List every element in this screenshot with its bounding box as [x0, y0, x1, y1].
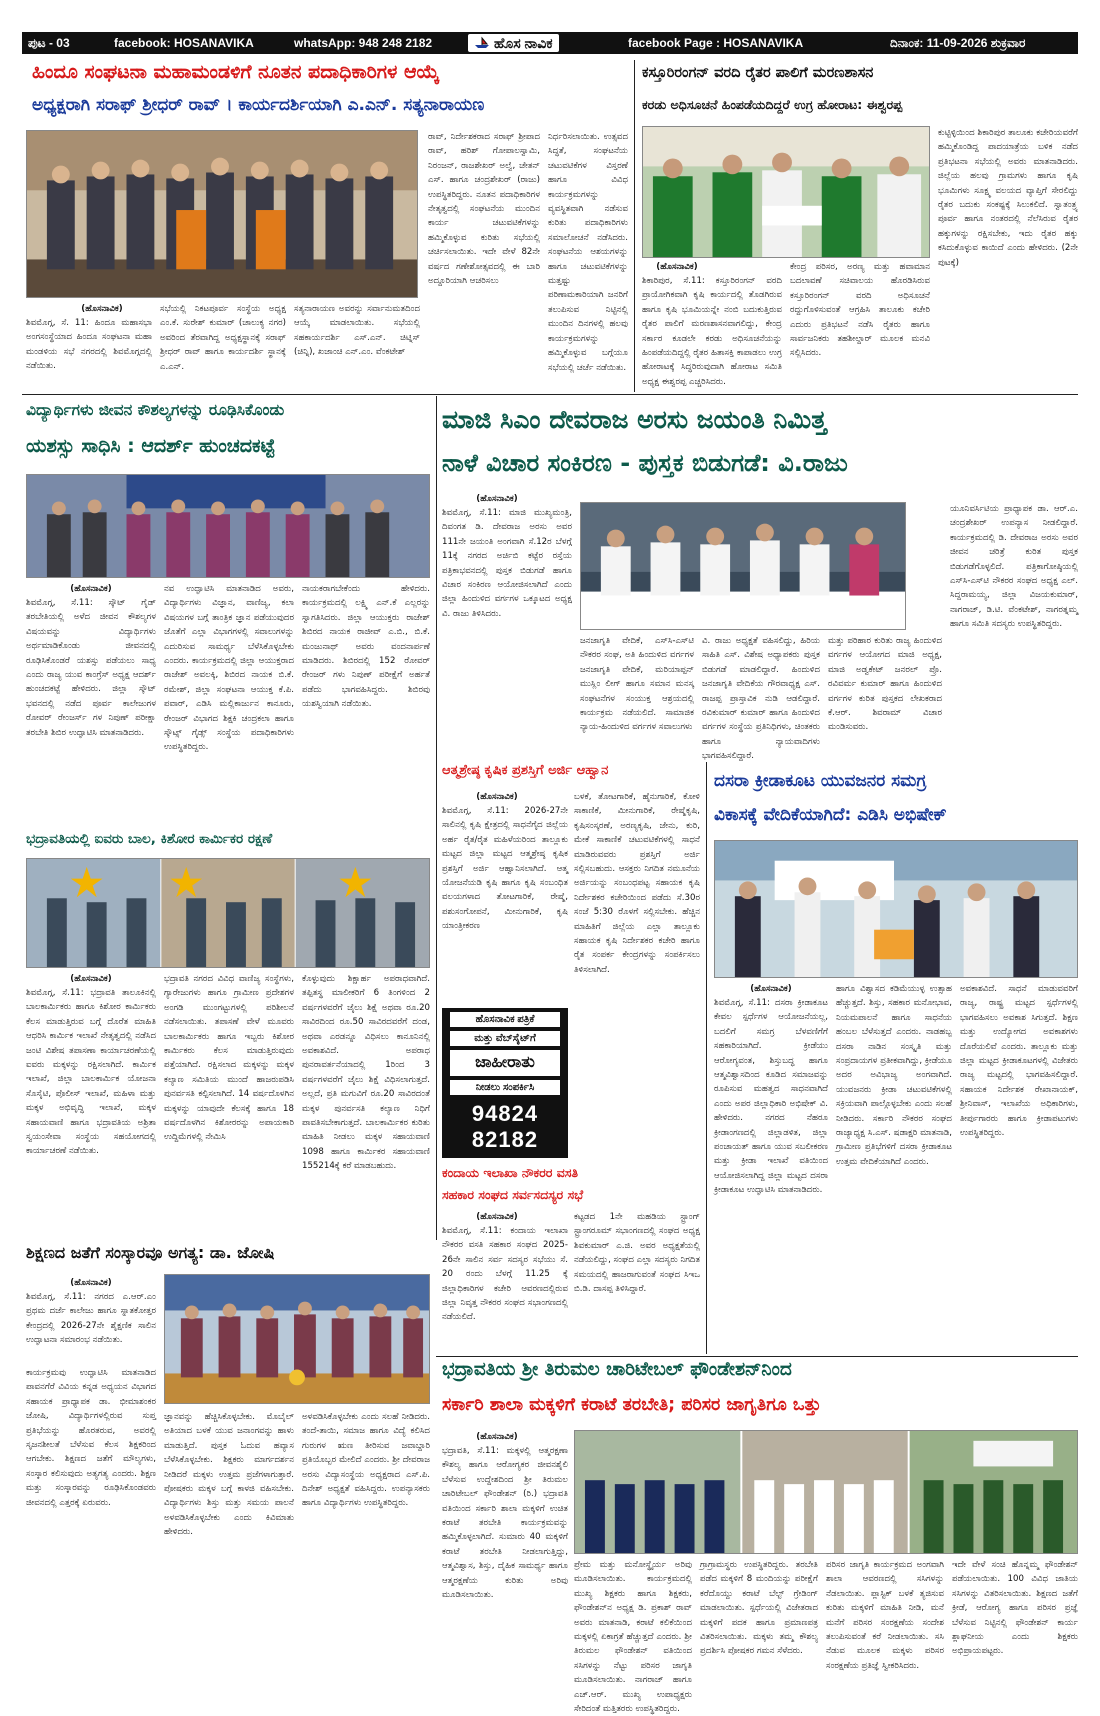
ad-line-1: ಹೊಸನಾವಿಕ ಪತ್ರಿಕೆ [450, 1012, 560, 1027]
credit-joshi: (ಹೊಸನಾವಿಕ) [70, 1278, 112, 1288]
text-dasara-col3: ಅವಕಾಶವಿದೆ. ಸಾಧನೆ ಮಾಡುವವರಿಗೆ ರಾಜ್ಯ, ರಾಷ್ಟ್ರ ಮಟ್ಟದ ಸ್ಪರ್ಧೆಗಳಲ್ಲಿ ಭಾಗವಹಿಸಲು ಅವಕಾಶ ಸಿಗುತ್ತದೆ. ಶಿಕ್ಷಣ ಮತ್ತು ಉದ್ಯೋಗದ ಅವಕಾಶಗಳು ದೊರೆಯಲಿವೆ ಎಂದರು. ತಾಲ್ಲೂಕು ಮತ್ತು ಜಿಲ್ಲಾ ಮಟ್ಟದ ಕ್ರೀಡಾಕೂಟಗಳಲ್ಲಿ ವಿಜೇತರು ರಾಜ್ಯ ಮಟ್ಟದಲ್ಲಿ ಭಾಗವಹಿಸಲಿದ್ದಾರೆ. ಸಹಾಯಕ ನಿರ್ದೇಶಕ ರೇಖಾನಾಯಕ್, ಶ್ರೀನಿವಾಸ್, ಇಲಾಖೆಯ ಅಧಿಕಾರಿಗಳು, ತೀರ್ಪುಗಾರರು ಹಾಗೂ ಕ್ರೀಡಾಪಟುಗಳು ಉಪಸ್ಥಿತರಿದ್ದರು. [960, 984, 1078, 1139]
text-hindu-col1: ಶಿವಮೊಗ್ಗ, ಸೆ. 11: ಹಿಂದೂ ಮಹಾಸಭಾ ಅಂಗಸಂಸ್ಥೆಯಾದ ಹಿಂದೂ ಸಂಘಟನಾ ಮಹಾ ಮಂಡಳಿಯ ಸಭೆ ನಗರದಲ್ಲಿ ಶಿವಮೊಗ್ಗದಲ್ಲಿ ನಡೆಯಿತು. [26, 318, 152, 372]
column-divider [634, 60, 635, 392]
text-kandaya-col1: ಶಿವಮೊಗ್ಗ, ಸೆ.11: ಕಂದಾಯ ಇಲಾಖಾ ನೌಕರರ ವಸತಿ ಸಹಕಾರ ಸಂಘದ 2025-26ನೇ ಸಾಲಿನ ಸರ್ವ ಸದಸ್ಯರ ಸಭೆಯು ಸೆ. 20 ರಂದು ಬೆಳಗ್ಗೆ 11.25 ಕ್ಕೆ ಜಿಲ್ಲಾಧಿಕಾರಿಗಳ ಕಚೇರಿ ಆವರಣದಲ್ಲಿರುವ ಜಿಲ್ಲಾ ನಿವೃತ್ತ ನೌಕರರ ಸಂಘದ ಸಭಾಂಗಣದಲ್ಲಿ ನಡೆಯಲಿದೆ. [442, 1226, 568, 1323]
headline-devaraj-1: ಮಾಜಿ ಸಿಎಂ ದೇವರಾಜ ಅರಸು ಜಯಂತಿ ನಿಮಿತ್ತ [442, 405, 827, 434]
credit-hindu: (ಹೊಸನಾವಿಕ) [81, 304, 123, 314]
credit-krushika: (ಹೊಸನಾವಿಕ) [476, 792, 518, 802]
text-vidyarthi-col1: ಶಿವಮೊಗ್ಗ, ಸೆ.11: ಸ್ಕೌಟ್ ಗೈಡ್ ತರಬೇತಿಯಲ್ಲಿ ಅಳೆದ ಜೀವನ ಕೌಶಲ್ಯಗಳ ವಿಷಯವನ್ನು ವಿದ್ಯಾರ್ಥಿಗಳು ಅರ್ಥಮಾಡಿಕೊಂಡು ಜೀವನದಲ್ಲಿ ರೂಢಿಸಿಕೊಂಡರೆ ಯಶಸ್ಸು ಪಡೆಯಲು ಸಾಧ್ಯ ಎಂದು ರಾಜ್ಯ ಯುವ ಕಾಂಗ್ರೆಸ್ ಅಧ್ಯಕ್ಷ ಆದರ್ಶ್ ಹುಂಚದಕಟ್ಟೆ ಹೇಳಿದರು. ಜಿಲ್ಲಾ ಸ್ಕೌಟ್ ಭವನದಲ್ಲಿ ನಡೆದ ಪೂರ್ವ ಕಾಲೇಜುಗಳ ರೋವರ್ ರೇಂಜರ್ಸ್ ಗಳ ನಿಪುಣ್ ಪರೀಕ್ಷಾ ತರಬೇತಿ ಶಿಬಿರ ಉದ್ಘಾಟಿಸಿ ಮಾತನಾಡಿದರು. [26, 598, 156, 738]
text-joshi-col2: ಜ್ಞಾನವನ್ನು ಹೆಚ್ಚಿಸಿಕೊಳ್ಳಬೇಕು. ಮೊಬೈಲ್ ಅತಿಯಾದ ಬಳಕೆ ಯುವ ಜನಾಂಗವನ್ನು ಹಾಳು ಮಾಡುತ್ತಿದೆ. ಪುಸ್ತಕ ಓದುವ ಹವ್ಯಾಸ ಬೆಳೆಸಿಕೊಳ್ಳಬೇಕು. ಶಿಕ್ಷಕರು ಮಾರ್ಗದರ್ಶನ ನೀಡಿದರೆ ಮಕ್ಕಳು ಉತ್ತಮ ಪ್ರಜೆಗಳಾಗುತ್ತಾರೆ. ಪೋಷಕರು ಮಕ್ಕಳ ಬಗ್ಗೆ ಕಾಳಜಿ ವಹಿಸಬೇಕು. ವಿದ್ಯಾರ್ಥಿಗಳು ಶಿಸ್ತು ಮತ್ತು ಸಮಯ ಪಾಲನೆ ಅಳವಡಿಸಿಕೊಳ್ಳಬೇಕು ಎಂದು ಕಿವಿಮಾತು ಹೇಳಿದರು. [164, 1412, 294, 1538]
photo-bhadra-child [26, 858, 430, 968]
text-bhadra-child-col2: ಭದ್ರಾವತಿ ನಗರದ ವಿವಿಧ ವಾಣಿಜ್ಯ ಸಂಸ್ಥೆಗಳು, ಗ್ಯಾರೇಜುಗಳು ಹಾಗೂ ಗ್ರಾಮೀಣ ಪ್ರದೇಶಗಳ ಅಂಗಡಿ ಮುಂಗಟ್ಟುಗಳಲ್ಲಿ ಪರಿಶೀಲನೆ ನಡೆಸಲಾಯಿತು. ತಪಾಸಣೆ ವೇಳೆ ಮೂವರು ಬಾಲಕಾರ್ಮಿಕರು ಹಾಗೂ ಇಬ್ಬರು ಕಿಶೋರ ಕಾರ್ಮಿಕರು ಕೆಲಸ ಮಾಡುತ್ತಿರುವುದು ಪತ್ತೆಯಾಗಿದೆ. ರಕ್ಷಿಸಲಾದ ಮಕ್ಕಳನ್ನು ಮಕ್ಕಳ ಕಲ್ಯಾಣ ಸಮಿತಿಯ ಮುಂದೆ ಹಾಜರುಪಡಿಸಿ ಪುನರ್ವಸತಿ ಕಲ್ಪಿಸಲಾಗಿದೆ. 14 ವರ್ಷದೊಳಗಿನ ಮಕ್ಕಳನ್ನು ಯಾವುದೇ ಕೆಲಸಕ್ಕೆ ಹಾಗೂ 18 ವರ್ಷದೊಳಗಿನ ಕಿಶೋರರನ್ನು ಅಪಾಯಕಾರಿ ಉದ್ದಿಮೆಗಳಲ್ಲಿ ನೇಮಿಸಿ [164, 974, 294, 1143]
headline-kasturi: ಕಸ್ತೂರಿರಂಗನ್ ವರದಿ ರೈತರ ಪಾಲಿಗೆ ಮರಣಶಾಸನ [642, 65, 874, 81]
credit-bhadra-child: (ಹೊಸನಾವಿಕ) [70, 974, 112, 984]
facebook-handle: facebook: HOSANAVIKA [114, 36, 254, 50]
advertisement-box [442, 1008, 568, 1158]
section-divider [22, 394, 1078, 395]
column-divider [436, 396, 437, 1240]
page-number: ಪುಟ - 03 [28, 35, 70, 50]
text-joshi-lead: ಶಿವಮೊಗ್ಗ, ಸೆ.11: ನಗರದ ಎ.ಆರ್.ಎಂ ಪ್ರಥಮ ದರ್ಜೆ ಕಾಲೇಜು ಹಾಗೂ ಸ್ನಾತಕೋತ್ತರ ಕೇಂದ್ರದಲ್ಲಿ 2026-27ನೇ ಶೈಕ್ಷಣಿಕ ಸಾಲಿನ ಉದ್ಘಾಟನಾ ಸಮಾರಂಭ ನಡೆಯಿತು. [26, 1292, 156, 1346]
photo-devaraj-press [580, 502, 906, 630]
photo-kasturi-protest [642, 126, 930, 258]
text-joshi-col1: ಕಾರ್ಯಕ್ರಮವು ಉದ್ಘಾಟಿಸಿ ಮಾತನಾಡಿದ ಪಾವನಗೆರೆ ವಿವಿಯ ಕನ್ನಡ ಅಧ್ಯಯನ ವಿಭಾಗದ ಸಹಾಯಕ ಪ್ರಾಧ್ಯಾಪಕ ಡಾ. ಭೀಮಾಶಂಕರ ಜೋಷಿ, ವಿದ್ಯಾರ್ಥಿಗಳಲ್ಲಿರುವ ಸುಪ್ತ ಪ್ರತಿಭೆಯನ್ನು ಹೊರತರುವ, ಅವರಲ್ಲಿ ಸೃಜನಶೀಲತೆ ಬೆಳೆಸುವ ಕೆಲಸ ಶಿಕ್ಷಕರಿಂದ ಆಗಬೇಕು. ಶಿಕ್ಷಣದ ಜತೆಗೆ ಮೌಲ್ಯಗಳು, ಸಂಸ್ಕಾರ ಕಲಿಸುವುದು ಅತ್ಯಗತ್ಯ ಎಂದರು. ಶಿಕ್ಷಣ ಮತ್ತು ಸಂಸ್ಕಾರವನ್ನು ರೂಢಿಸಿಕೊಂಡವರು ಜೀವನದಲ್ಲಿ ಎತ್ತರಕ್ಕೆ ಏರುವರು. [26, 1368, 156, 1508]
text-kasturi-col1: ಶಿಕಾರಿಪುರ, ಸೆ.11: ಕಸ್ತೂರಿರಂಗನ್ ವರದಿ ಪ್ರಾಯೋಗಿಕವಾಗಿ ಕೃಷಿ ಕಾರ್ಯದಲ್ಲಿ ತೊಡಗಿರುವ ಹಾಗೂ ಕೃಷಿ ಭೂಮಿಯನ್ನೇ ನಂಬಿ ಬದುಕುತ್ತಿರುವ ರೈತರ ಪಾಲಿಗೆ ಮರಣಶಾಸನವಾಗಲಿದ್ದು, ಕೇಂದ್ರ ಸರ್ಕಾರ ಕೂಡಲೇ ಕರಡು ಅಧಿಸೂಚನೆಯನ್ನು ಹಿಂಪಡೆಯದಿದ್ದಲ್ಲಿ ರೈತರ ಹಿತಾಸಕ್ತಿ ಕಾಪಾಡಲು ಉಗ್ರ ಹೋರಾಟಕ್ಕೆ ಸಿದ್ಧರಿರುವುದಾಗಿ ಹೋರಾಟ ಸಮಿತಿ ಅಧ್ಯಕ್ಷ ಈಶ್ವರಪ್ಪ ಎಚ್ಚರಿಸಿದರು. [642, 276, 782, 387]
ad-title: ಜಾಹೀರಾತು [450, 1050, 560, 1076]
text-hindu-col3: ಸತ್ಯನಾರಾಯಣ ಅವರನ್ನು ಸರ್ವಾನುಮತದಿಂದ ಆಯ್ಕೆ ಮಾಡಲಾಯಿತು. ಸಭೆಯಲ್ಲಿ ಸಹಕಾರ್ಯದರ್ಶಿ ಎಸ್.ಎನ್. ಚಿಟ್ನಿಸ್ (ಚಿನ್ನಿ), ಖಜಾಂಚಿ ಎನ್.ಎಂ. ವೆಂಕಟೇಶ್ [294, 304, 420, 358]
headline-dasara-1: ದಸರಾ ಕ್ರೀಡಾಕೂಟ ಯುವಜನರ ಸಮಗ್ರ [714, 771, 927, 791]
photo-hindu-group [26, 130, 418, 298]
logo-text: ಹೊಸ ನಾವಿಕ [494, 34, 553, 51]
headline-tirumala-2: ಸರ್ಕಾರಿ ಶಾಲಾ ಮಕ್ಕಳಿಗೆ ಕರಾಟೆ ತರಬೇತಿ; ಪರಿಸರ ಜಾಗೃತಿಗೂ ಒತ್ತು [442, 1395, 822, 1415]
section-divider [436, 1356, 1078, 1357]
text-devaraj-col2: ಜನಜಾಗೃತಿ ವೇದಿಕೆ, ಎಸ್‌ಸಿ-ಎಸ್‌ಟಿ ನೌಕರರ ಸಂಘ, ಅತಿ ಹಿಂದುಳಿದ ವರ್ಗಗಳ ಜನಜಾಗೃತಿ ವೇದಿಕೆ, ಮರಿಯಾಪ್ಪನ್ ಮುಸ್ಲಿಂ ಲೀಗ್ ಹಾಗೂ ಸಮಾನ ಮನಸ್ಕ ಸಂಘಟನೆಗಳ ಸಂಯುಕ್ತ ಆಶ್ರಯದಲ್ಲಿ ಕಾರ್ಯಕ್ರಮ ನಡೆಯಲಿದೆ. ಸಾಮಾಜಿಕ ನ್ಯಾಯ-ಹಿಂದುಳಿದ ವರ್ಗಗಳ ಸವಾಲುಗಳು [580, 636, 694, 733]
ad-line-2: ಮತ್ತು ವೆಬ್‌ಸೈಟ್‌ಗೆ [450, 1031, 560, 1046]
headline-kandaya-2: ಸಹಕಾರ ಸಂಘದ ಸರ್ವಸದಸ್ಯರ ಸಭೆ [442, 1187, 584, 1202]
text-kasturi-col3: ಕುಟ್ಟಿಳ್ಳಿಯಿಂದ ಶಿಕಾರಿಪುರ ತಾಲೂಕು ಕಚೇರಿಯವರೆಗೆ ಹಮ್ಮಿಕೊಂಡಿದ್ದ ಪಾದಯಾತ್ರೆಯ ಬಳಿಕ ನಡೆದ ಪ್ರತಿಭಟನಾ ಸಭೆಯಲ್ಲಿ ಅವರು ಮಾತನಾಡಿದರು. ಜಿಲ್ಲೆಯ ಹಲವು ಗ್ರಾಮಗಳು ಹಾಗೂ ಕೃಷಿ ಭೂಮಿಗಳು ಸೂಕ್ಷ್ಮ ವಲಯದ ವ್ಯಾಪ್ತಿಗೆ ಸೇರಲಿದ್ದು ರೈತರ ಬದುಕು ಸಂಕಷ್ಟಕ್ಕೆ ಸಿಲುಕಲಿದೆ. ಸ್ವಾತಂತ್ರ್ಯ ಪೂರ್ವ ಹಾಗೂ ನಂತರದಲ್ಲಿ ನೆಲೆಸಿರುವ ರೈತರ ಹಕ್ಕುಗಳನ್ನು ರಕ್ಷಿಸಬೇಕು, ಇದು ರೈತರ ಹಕ್ಕು ಕಸಿದುಕೊಳ್ಳುವ ಕಾಯಿದೆ ಎಂದು ಹೇಳಿದರು. (2ನೇ ಪುಟಕ್ಕೆ) [938, 128, 1078, 268]
credit-dasara: (ಹೊಸನಾವಿಕ) [750, 984, 792, 994]
credit-kasturi: (ಹೊಸನಾವಿಕ) [656, 262, 698, 272]
text-bhadra-child-col3: ಕೊಳ್ಳುವುದು ಶಿಕ್ಷಾರ್ಹ ಅಪರಾಧವಾಗಿದೆ. ತಪ್ಪಿತಸ್ಥ ಮಾಲೀಕರಿಗೆ 6 ತಿಂಗಳಿಂದ 2 ವರ್ಷಗಳವರೆಗೆ ಜೈಲು ಶಿಕ್ಷೆ ಅಥವಾ ರೂ.20 ಸಾವಿರದಿಂದ ರೂ.50 ಸಾವಿರದವರೆಗೆ ದಂಡ, ಅಥವಾ ಎರಡನ್ನೂ ವಿಧಿಸಲು ಕಾನೂನಿನಲ್ಲಿ ಅವಕಾಶವಿದೆ. ಅಪರಾಧ ಪುನರಾವರ್ತನೆಯಾದಲ್ಲಿ 1ರಿಂದ 3 ವರ್ಷಗಳವರೆಗೆ ಜೈಲು ಶಿಕ್ಷೆ ವಿಧಿಸಲಾಗುತ್ತದೆ. ಅಲ್ಲದೆ, ಪ್ರತಿ ಮಗುವಿಗೆ ರೂ.20 ಸಾವಿರದಂತೆ ಮಕ್ಕಳ ಪುನರ್ವಸತಿ ಕಲ್ಯಾಣ ನಿಧಿಗೆ ಪಾವತಿಸಬೇಕಾಗುತ್ತದೆ. ಬಾಲಕಾರ್ಮಿಕರ ಕುರಿತು ಮಾಹಿತಿ ನೀಡಲು ಮಕ್ಕಳ ಸಹಾಯವಾಣಿ 1098 ಹಾಗೂ ಕಾರ್ಮಿಕರ ಸಹಾಯವಾಣಿ 155214ಕ್ಕೆ ಕರೆ ಮಾಡಬಹುದು. [302, 974, 430, 1172]
issue-date: ದಿನಾಂಕ: 11-09-2026 ಶುಕ್ರವಾರ [890, 35, 1026, 50]
masthead [22, 32, 1078, 54]
text-tirumala-col5: ಇದೇ ವೇಳೆ ಸಂಚಿ ಹೊನ್ನಮ್ಮ ಫೌಂಡೇಶನ್ ಪಡೆಯಲಾಯಿತು. 100 ವಿವಿಧ ಜಾತಿಯ ಸಸಿಗಳನ್ನು ವಿತರಿಸಲಾಯಿತು. ಶಿಕ್ಷಣದ ಜತೆಗೆ ಕ್ರೀಡೆ, ಆರೋಗ್ಯ ಹಾಗೂ ಪರಿಸರ ಪ್ರಜ್ಞೆ ಬೆಳೆಸುವ ನಿಟ್ಟಿನಲ್ಲಿ ಫೌಂಡೇಶನ್ ಕಾರ್ಯ ಶ್ಲಾಘನೀಯ ಎಂದು ಶಿಕ್ಷಕರು ಅಭಿಪ್ರಾಯಪಟ್ಟರು. [952, 1560, 1078, 1657]
headline-tirumala-1: ಭದ್ರಾವತಿಯ ಶ್ರೀ ತಿರುಮಲ ಚಾರಿಟೇಬಲ್ ಫೌಂಡೇಶನ್‌ನಿಂದ [442, 1359, 792, 1380]
headline-hindu: ಹಿಂದೂ ಸಂಘಟನಾ ಮಹಾಮಂಡಳಿಗೆ ನೂತನ ಪದಾಧಿಕಾರಿಗಳ ಆಯ್ಕೆ [32, 61, 440, 83]
text-hindu-col2: ಸಭೆಯಲ್ಲಿ ನಿಕಟಪೂರ್ವ ಸಂಸ್ಥೆಯ ಅಧ್ಯಕ್ಷ ಎಂ.ಕೆ. ಸುರೇಶ್ ಕುಮಾರ್ (ಚಾಲುಕ್ಯ ನಗರ) ಅವರಿಂದ ತೆರವಾಗಿದ್ದ ಅಧ್ಯಕ್ಷಸ್ಥಾನಕ್ಕೆ ಸರಾಫ್ ಶ್ರೀಧರ್ ರಾವ್ ಹಾಗೂ ಕಾರ್ಯದರ್ಶಿ ಸ್ಥಾನಕ್ಕೆ ಎ.ಎನ್. [160, 304, 286, 372]
newspaper-logo [468, 34, 559, 52]
credit-devaraj: (ಹೊಸನಾವಿಕ) [476, 494, 518, 504]
headline-dasara-2: ವಿಕಾಸಕ್ಕೆ ವೇದಿಕೆಯಾಗಿದೆ: ಎಡಿಸಿ ಅಭಿಷೇಕ್ [714, 805, 947, 825]
text-tirumala-col1: ಭದ್ರಾವತಿ, ಸೆ.11: ಮಕ್ಕಳಲ್ಲಿ ಆತ್ಮರಕ್ಷಣಾ ಕೌಶಲ್ಯ ಹಾಗೂ ಆರೋಗ್ಯಕರ ಜೀವನಶೈಲಿ ಬೆಳೆಸುವ ಉದ್ದೇಶದಿಂದ ಶ್ರೀ ತಿರುಮಲ ಚಾರಿಟೇಬಲ್ ಫೌಂಡೇಶನ್ (ರಿ.) ಭದ್ರಾವತಿ ವತಿಯಿಂದ ಸರ್ಕಾರಿ ಶಾಲಾ ಮಕ್ಕಳಿಗೆ ಉಚಿತ ಕರಾಟೆ ತರಬೇತಿ ಕಾರ್ಯಕ್ರಮವನ್ನು ಹಮ್ಮಿಕೊಳ್ಳಲಾಗಿದೆ. ಸುಮಾರು 40 ಮಕ್ಕಳಿಗೆ ಕರಾಟೆ ತರಬೇತಿ ನೀಡಲಾಗುತ್ತಿದ್ದು, ಆತ್ಮವಿಶ್ವಾಸ, ಶಿಸ್ತು, ದೈಹಿಕ ಸಾಮರ್ಥ್ಯ ಹಾಗೂ ಆತ್ಮರಕ್ಷಣೆಯ ಕುರಿತು ಅರಿವು ಮೂಡಿಸಲಾಯಿತು. [442, 1446, 568, 1601]
headline-kandaya-1: ಕಂದಾಯ ಇಲಾಖಾ ನೌಕರರ ವಸತಿ [442, 1165, 578, 1180]
credit-vidyarthi: (ಹೊಸನಾವಿಕ) [70, 584, 112, 594]
newspaper-page [22, 32, 1078, 1715]
ad-line-3: ನೀಡಲು ಸಂಪರ್ಕಿಸಿ [450, 1080, 560, 1095]
photo-joshi [164, 1274, 430, 1404]
text-krushika-col2: ಬಳಕೆ, ತೋಟಗಾರಿಕೆ, ಹೈನುಗಾರಿಕೆ, ಕೋಳಿ ಸಾಕಾಣಿಕೆ, ಮೀನುಗಾರಿಕೆ, ರೇಷ್ಮೆಕೃಷಿ, ಕೃಷಿಸಂಸ್ಕರಣೆ, ಅರಣ್ಯಕೃಷಿ, ಜೇನು, ಕುರಿ, ಮೇಕೆ ಸಾಕಾಣಿಕೆ ಚಟುವಟಿಕೆಗಳಲ್ಲಿ ಸಾಧನೆ ಮಾಡಿರುವವರು ಪ್ರಶಸ್ತಿಗೆ ಅರ್ಜಿ ಸಲ್ಲಿಸಬಹುದು. ಆಸಕ್ತರು ನಿಗದಿತ ನಮೂನೆಯ ಅರ್ಜಿಯನ್ನು ಸಂಬಂಧಪಟ್ಟ ಸಹಾಯಕ ಕೃಷಿ ನಿರ್ದೇಶಕರ ಕಚೇರಿಯಿಂದ ಪಡೆದು ಸೆ.30ರ ಸಂಜೆ 5:30 ರೊಳಗೆ ಸಲ್ಲಿಸಬೇಕು. ಹೆಚ್ಚಿನ ಮಾಹಿತಿಗೆ ಜಿಲ್ಲೆಯ ಎಲ್ಲಾ ತಾಲ್ಲೂಕು ಸಹಾಯಕ ಕೃಷಿ ನಿರ್ದೇಶಕರ ಕಚೇರಿ ಹಾಗೂ ರೈತ ಸಂಪರ್ಕ ಕೇಂದ್ರಗಳನ್ನು ಸಂಪರ್ಕಿಸಲು ತಿಳಿಸಲಾಗಿದೆ. [574, 792, 700, 975]
whatsapp-number: whatsApp: 948 248 2182 [294, 36, 433, 50]
text-dasara-col1: ಶಿವಮೊಗ್ಗ, ಸೆ.11: ದಸರಾ ಕ್ರೀಡಾಕೂಟ ಕೇವಲ ಸ್ಪರ್ಧೆಗಳ ಆಯೋಜನೆಯಲ್ಲ, ಬದಲಿಗೆ ಸಮಗ್ರ ಬೆಳವಣಿಗೆಗೆ ಸಹಕಾರಿಯಾಗಿದೆ. ಕ್ರೀಡೆಯು ಆರೋಗ್ಯವಂತ, ಶಿಸ್ತುಬದ್ಧ ಹಾಗೂ ಆತ್ಮವಿಶ್ವಾಸದಿಂದ ಕೂಡಿದ ಸಮಾಜವನ್ನು ರೂಪಿಸುವ ಮಹತ್ವದ ಸಾಧನವಾಗಿದೆ ಎಂದು ಅಪರ ಜಿಲ್ಲಾಧಿಕಾರಿ ಅಭಿಷೇಕ್ ವಿ. ಹೇಳಿದರು. ನಗರದ ನೆಹರೂ ಕ್ರೀಡಾಂಗಣದಲ್ಲಿ ಜಿಲ್ಲಾಡಳಿತ, ಜಿಲ್ಲಾ ಪಂಚಾಯತ್ ಹಾಗೂ ಯುವ ಸಬಲೀಕರಣ ಮತ್ತು ಕ್ರೀಡಾ ಇಲಾಖೆ ವತಿಯಿಂದ ಆಯೋಜಿಸಲಾಗಿದ್ದ ಜಿಲ್ಲಾ ಮಟ್ಟದ ದಸರಾ ಕ್ರೀಡಾಕೂಟ ಉದ್ಘಾಟಿಸಿ ಮಾತನಾಡಿದರು. [714, 998, 828, 1196]
photo-vidyarthi [26, 474, 430, 578]
subhead-vidyarthi: ಯಶಸ್ಸು ಸಾಧಿಸಿ : ಆದರ್ಶ್ ಹುಂಚದಕಟ್ಟೆ [26, 435, 276, 457]
credit-kandaya: (ಹೊಸನಾವಿಕ) [476, 1212, 518, 1222]
subhead-hindu: ಅಧ್ಯಕ್ಷರಾಗಿ ಸರಾಫ್ ಶ್ರೀಧರ್ ರಾವ್ । ಕಾರ್ಯದರ್ಶಿಯಾಗಿ ಎ.ಎನ್. ಸತ್ಯನಾರಾಯಣ [32, 95, 485, 115]
headline-vidyarthi: ವಿದ್ಯಾರ್ಥಿಗಳು ಜೀವನ ಕೌಶಲ್ಯಗಳನ್ನು ರೂಢಿಸಿಕೊಂಡು [26, 401, 285, 419]
text-joshi-col3: ಅಳವಡಿಸಿಕೊಳ್ಳಬೇಕು ಎಂದು ಸಲಹೆ ನೀಡಿದರು. ತಂದೆ-ತಾಯಿ, ಸಮಾಜ ಹಾಗೂ ವಿದ್ಯೆ ಕಲಿಸಿದ ಗುರುಗಳ ಋಣ ತೀರಿಸುವ ಜವಾಬ್ದಾರಿ ಪ್ರತಿಯೊಬ್ಬರ ಮೇಲಿದೆ ಎಂದರು. ಶ್ರೀ ದೇವರಾಜ ಅರಸು ವಿದ್ಯಾಸಂಸ್ಥೆಯ ಅಧ್ಯಕ್ಷರಾದ ಎಸ್.ಪಿ. ದಿನೇಶ್ ಅಧ್ಯಕ್ಷತೆ ವಹಿಸಿದ್ದರು. ಉಪನ್ಯಾಸಕರು ಹಾಗೂ ವಿದ್ಯಾರ್ಥಿಗಳು ಉಪಸ್ಥಿತರಿದ್ದರು. [302, 1412, 430, 1509]
text-kasturi-col2: ಕೇಂದ್ರ ಪರಿಸರ, ಅರಣ್ಯ ಮತ್ತು ಹವಾಮಾನ ಬದಲಾವಣೆ ಸಚಿವಾಲಯ ಹೊರಡಿಸಿರುವ ಕಸ್ತೂರಿರಂಗನ್ ವರದಿ ಅಧಿಸೂಚನೆ ರದ್ದುಗೊಳಿಸುವಂತೆ ಆಗ್ರಹಿಸಿ ತಾಲೂಕು ಕಚೇರಿ ಎದುರು ಪ್ರತಿಭಟನೆ ನಡೆಸಿ ರೈತರು ಹಾಗೂ ಸಾರ್ವಜನಿಕರು ತಹಶೀಲ್ದಾರ್ ಮೂಲಕ ಮನವಿ ಸಲ್ಲಿಸಿದರು. [790, 262, 930, 359]
headline-krushika: ಆತ್ಮಶ್ರೇಷ್ಠ ಕೃಷಿಕ ಪ್ರಶಸ್ತಿಗೆ ಅರ್ಜಿ ಆಹ್ವಾನ [442, 763, 609, 778]
headline-joshi: ಶಿಕ್ಷಣದ ಜತೆಗೆ ಸಂಸ್ಕಾರವೂ ಅಗತ್ಯ: ಡಾ. ಜೋಷಿ [26, 1243, 275, 1262]
photo-dasara [714, 840, 1078, 978]
text-vidyarthi-col3: ನಾಯಕರಾಗಬೇಕೆಂದು ಹೇಳಿದರು. ಕಾರ್ಯಕ್ರಮದಲ್ಲಿ ಲಕ್ಷ್ಮಿ ಎನ್.ಕೆ ಎಲ್ಲರನ್ನು ಸ್ವಾಗತಿಸಿದರು. ಜಿಲ್ಲಾ ಆಯುಕ್ತರು ರಾಜೇಶ್ ಶಿಬಿರದ ನಾಯಕ ರಾಜೀವ್ ಎ.ಬಿ., ಬಿ.ಕೆ. ಮಂಜುನಾಥ್ ಅವರು ವಂದನಾರ್ಪಣೆ ಮಾಡಿದರು. ಶಿಬಿರದಲ್ಲಿ 152 ರೋವರ್ ರೇಂಜರ್ ಗಳು ನಿಪುಣ್ ಪರೀಕ್ಷೆಗೆ ಅರ್ಹತೆ ಪಡೆದು ಭಾಗವಹಿಸಿದ್ದರು. ಶಿಬಿರವು ಯಶಸ್ವಿಯಾಗಿ ನಡೆಯಿತು. [302, 584, 430, 710]
text-dasara-col2: ಹಾಗೂ ವಿಶ್ವಾಸದ ಕಡಿಮೆಯುಳ್ಳ ಉತ್ಸಾಹ ಹೆಚ್ಚುತ್ತದೆ. ಶಿಸ್ತು, ಸಹಕಾರ ಮನೋಭಾವ, ನಿಯಮಪಾಲನೆ ಹಾಗೂ ಸಾಧನೆಯ ಹಂಬಲ ಬೆಳೆಸುತ್ತದೆ ಎಂದರು. ನಾಡಹಬ್ಬ ದಸರಾ ನಾಡಿನ ಸಂಸ್ಕೃತಿ ಮತ್ತು ಸಂಪ್ರದಾಯಗಳ ಪ್ರತೀಕವಾಗಿದ್ದು, ಕ್ರೀಡೆಯೂ ಅದರ ಅವಿಭಾಜ್ಯ ಅಂಗವಾಗಿದೆ. ಯುವಜನರು ಕ್ರೀಡಾ ಚಟುವಟಿಕೆಗಳಲ್ಲಿ ಸಕ್ರಿಯವಾಗಿ ಪಾಲ್ಗೊಳ್ಳಬೇಕು ಎಂದು ಸಲಹೆ ನೀಡಿದರು. ಸರ್ಕಾರಿ ನೌಕರರ ಸಂಘದ ರಾಜ್ಯಾಧ್ಯಕ್ಷ ಸಿ.ಎಸ್. ಷಡಾಕ್ಷರಿ ಮಾತನಾಡಿ, ಗ್ರಾಮೀಣ ಪ್ರತಿಭೆಗಳಿಗೆ ದಸರಾ ಕ್ರೀಡಾಕೂಟ ಉತ್ತಮ ವೇದಿಕೆಯಾಗಿದೆ ಎಂದರು. [836, 984, 952, 1167]
subhead-kasturi: ಕರಡು ಅಧಿಸೂಚನೆ ಹಿಂಪಡೆಯದಿದ್ದರೆ ಉಗ್ರ ಹೋರಾಟ: ಈಶ್ವರಪ್ಪ [642, 97, 903, 112]
text-bhadra-child-col1: ಶಿವಮೊಗ್ಗ, ಸೆ.11: ಭದ್ರಾವತಿ ತಾಲೂಕಿನಲ್ಲಿ ಬಾಲಕಾರ್ಮಿಕರು ಹಾಗೂ ಕಿಶೋರ ಕಾರ್ಮಿಕರು ಕೆಲಸ ಮಾಡುತ್ತಿರುವ ಬಗ್ಗೆ ದೊರೆತ ಮಾಹಿತಿ ಆಧರಿಸಿ ಕಾರ್ಮಿಕ ಇಲಾಖೆ ನೇತೃತ್ವದಲ್ಲಿ ನಡೆಸಿದ ಜಂಟಿ ವಿಶೇಷ ತಪಾಸಣಾ ಕಾರ್ಯಾಚರಣೆಯಲ್ಲಿ ಐವರು ಮಕ್ಕಳನ್ನು ರಕ್ಷಿಸಲಾಗಿದೆ. ಕಾರ್ಮಿಕ ಇಲಾಖೆ, ಜಿಲ್ಲಾ ಬಾಲಕಾರ್ಮಿಕ ಯೋಜನಾ ಸೊಸೈಟಿ, ಪೊಲೀಸ್ ಇಲಾಖೆ, ಮಹಿಳಾ ಮತ್ತು ಮಕ್ಕಳ ಅಭಿವೃದ್ಧಿ ಇಲಾಖೆ, ಮಕ್ಕಳ ಸಹಾಯವಾಣಿ ಹಾಗೂ ಭದ್ರಾವತಿಯ ಅಶ್ರಿತಾ ಸ್ವಯಂಸೇವಾ ಸಂಸ್ಥೆಯ ಸಹಯೋಗದಲ್ಲಿ ಕಾರ್ಯಾಚರಣೆ ನಡೆಯಿತು. [26, 988, 156, 1157]
text-vidyarthi-col2: ನವ ಉದ್ಘಾಟಿಸಿ ಮಾತನಾಡಿದ ಅವರು, ವಿದ್ಯಾರ್ಥಿಗಳು ವಿಜ್ಞಾನ, ವಾಣಿಜ್ಯ, ಕಲಾ ವಿಷಯಗಳ ಬಗ್ಗೆ ತಾಂತ್ರಿಕ ಜ್ಞಾನ ಪಡೆಯುವುದರ ಜೊತೆಗೆ ಎಲ್ಲಾ ವಿಭಾಗಗಳಲ್ಲಿ ಸವಾಲುಗಳನ್ನು ಎದುರಿಸುವ ಸಾಮರ್ಥ್ಯ ಬೆಳೆಸಿಕೊಳ್ಳಬೇಕು ಎಂದರು. ಕಾರ್ಯಕ್ರಮದಲ್ಲಿ ಜಿಲ್ಲಾ ಆಯುಕ್ತರಾದ ರಾಜೇಶ್ ಅವಲಕ್ಕಿ, ಶಿಬಿರದ ನಾಯಕ ಬಿ.ಕೆ. ರಮೇಶ್, ಜಿಲ್ಲಾ ಸಂಘಟನಾ ಆಯುಕ್ತ ಕೆ.ಪಿ. ಪವಾರ್, ಎಡಿಸಿ ಮಲ್ಲಿಕಾರ್ಜುನ ಕಾನೂರು, ರೇಂಜರ್ ವಿಭಾಗದ ಶಿಕ್ಷಕಿ ಚಂದ್ರಕಲಾ ಹಾಗೂ ಸ್ಕೌಟ್ಸ್ ಗೈಡ್ಸ್ ಸಂಸ್ಥೆಯ ಪದಾಧಿಕಾರಿಗಳು ಉಪಸ್ಥಿತರಿದ್ದರು. [164, 584, 294, 753]
text-kandaya-col2: ಕಟ್ಟಡದ 1ನೇ ಮಹಡಿಯ ಸ್ಟ್ರಾಂಗ್ ಸ್ಟ್ರಾಂಗರೂಮ್ ಸಭಾಂಗಣದಲ್ಲಿ ಸಂಘದ ಅಧ್ಯಕ್ಷ ಶಿವಕುಮಾರ್ ಎ.ಜಿ. ಅವರ ಅಧ್ಯಕ್ಷತೆಯಲ್ಲಿ ನಡೆಯಲಿದ್ದು, ಸಂಘದ ಎಲ್ಲಾ ಸದಸ್ಯರು ನಿಗದಿತ ಸಮಯದಲ್ಲಿ ಹಾಜರಾಗುವಂತೆ ಸಂಘದ ಸಿಇಒ ಬಿ.ಡಿ. ದಾಸಪ್ಪ ತಿಳಿಸಿದ್ದಾರೆ. [574, 1212, 700, 1295]
photo-tirumala [574, 1430, 1078, 1554]
headline-devaraj-2: ನಾಳೆ ವಿಚಾರ ಸಂಕಿರಣ - ಪುಸ್ತಕ ಬಿಡುಗಡೆ: ವಿ.ರಾಜು [442, 449, 848, 477]
boat-icon [474, 37, 490, 49]
facebook-page: facebook Page : HOSANAVIKA [628, 36, 804, 50]
headline-bhadra-child: ಭದ್ರಾವತಿಯಲ್ಲಿ ಐವರು ಬಾಲ, ಕಿಶೋರ ಕಾರ್ಮಿಕರ ರಕ್ಷಣೆ [26, 831, 273, 847]
text-devaraj-col1: ಶಿವಮೊಗ್ಗ, ಸೆ.11: ಮಾಜಿ ಮುಖ್ಯಮಂತ್ರಿ, ದಿವಂಗತ ಡಿ. ದೇವರಾಜ ಅರಸು ಅವರ 111ನೇ ಜಯಂತಿ ಅಂಗವಾಗಿ ಸೆ.12ರ ಬೆಳಗ್ಗೆ 11ಕ್ಕೆ ನಗರದ ಅರ್ಚಿಬಿ ಕಟ್ಟೆರ ರಸ್ತೆಯ ಪತ್ರಿಕಾಭವನದಲ್ಲಿ ಪುಸ್ತಕ ಬಿಡುಗಡೆ ಹಾಗೂ ವಿಚಾರ ಸಂಕಿರಣ ಆಯೋಜಿಸಲಾಗಿದೆ ಎಂದು ಜಿಲ್ಲಾ ಹಿಂದುಳಿದ ವರ್ಗಗಳ ಒಕ್ಕೂಟದ ಅಧ್ಯಕ್ಷ ವಿ. ರಾಜು ತಿಳಿಸಿದರು. [442, 508, 572, 619]
ad-phone: 94824 82182 [471, 1101, 539, 1152]
credit-tirumala: (ಹೊಸನಾವಿಕ) [476, 1432, 518, 1442]
text-hindu-col4: ರಾವ್, ನಿರ್ದೇಶಕರಾದ ಸರಾಫ್ ಶ್ರೀಪಾದ ರಾವ್, ಹರಿಶ್ ಗೋಪಾಲಸ್ವಾಮಿ, ನಿರಂಜನ್, ರಾಜಶೇಖರ್ ಅಲ್ವೆ, ಚೇತನ್ ಎಸ್. ಹಾಗೂ ಚಂದ್ರಶೇಖರ್ (ರಾಜು) ಉಪಸ್ಥಿತರಿದ್ದರು. ನೂತನ ಪದಾಧಿಕಾರಿಗಳ ನೇತೃತ್ವದಲ್ಲಿ ಸಂಘಟನೆಯ ಮುಂದಿನ ಕಾರ್ಯ ಚಟುವಟಿಕೆಗಳನ್ನು ಹಮ್ಮಿಕೊಳ್ಳುವ ಕುರಿತು ಸಭೆಯಲ್ಲಿ ಚರ್ಚಿಸಲಾಯಿತು. ಇದೇ ವೇಳೆ 82ನೇ ವರ್ಷದ ಗಣೇಶೋತ್ಸವದಲ್ಲಿ ಈ ಬಾರಿ ಅದ್ದೂರಿಯಾಗಿ ಆಚರಿಸಲು [428, 132, 540, 287]
text-tirumala-col4: ಪರಿಸರ ಜಾಗೃತಿ ಕಾರ್ಯಕ್ರಮದ ಅಂಗವಾಗಿ ಶಾಲಾ ಆವರಣದಲ್ಲಿ ಸಸಿಗಳನ್ನು ನೆಡಲಾಯಿತು. ಪ್ಲಾಸ್ಟಿಕ್ ಬಳಕೆ ತ್ಯಜಿಸುವ ಕುರಿತು ಮಕ್ಕಳಿಗೆ ಮಾಹಿತಿ ನೀಡಿ, ಮನೆ ಮನೆಗೆ ಪರಿಸರ ಸಂರಕ್ಷಣೆಯ ಸಂದೇಶ ತಲುಪಿಸುವಂತೆ ಕರೆ ನೀಡಲಾಯಿತು. ಸಸಿ ನೆಡುವ ಮೂಲಕ ಮಕ್ಕಳು ಪರಿಸರ ಸಂರಕ್ಷಣೆಯ ಪ್ರತಿಜ್ಞೆ ಸ್ವೀಕರಿಸಿದರು. [826, 1560, 944, 1671]
text-krushika-col1: ಶಿವಮೊಗ್ಗ, ಸೆ.11: 2026-27ನೇ ಸಾಲಿನಲ್ಲಿ ಕೃಷಿ ಕ್ಷೇತ್ರದಲ್ಲಿ ಸಾಧನೆಗೈದ ಜಿಲ್ಲೆಯ ಅರ್ಹ ರೈತ/ರೈತ ಮಹಿಳೆಯರಿಂದ ತಾಲ್ಲೂಕು ಮಟ್ಟದ ಜಿಲ್ಲಾ ಮಟ್ಟದ ಆತ್ಮಶ್ರೇಷ್ಠ ಕೃಷಿಕ ಪ್ರಶಸ್ತಿಗೆ ಅರ್ಜಿ ಆಹ್ವಾನಿಸಲಾಗಿದೆ. ಆತ್ಮ ಯೋಜನೆಯಡಿ ಕೃಷಿ ಹಾಗೂ ಕೃಷಿ ಸಂಬಂಧಿತ ವಲಯಗಳಾದ ತೋಟಗಾರಿಕೆ, ರೇಷ್ಮೆ, ಪಶುಸಂಗೋಪನೆ, ಮೀನುಗಾರಿಕೆ, ಕೃಷಿ ಯಾಂತ್ರೀಕರಣ [442, 806, 568, 932]
column-divider [706, 762, 707, 1354]
text-devaraj-col4: ಮತ್ತು ಪರಿಹಾರ ಕುರಿತು ರಾಜ್ಯ ಹಿಂದುಳಿದ ವರ್ಗಗಳ ಆಯೋಗದ ಮಾಜಿ ಅಧ್ಯಕ್ಷ, ಮಾಜಿ ಅಡ್ವಕೇಟ್ ಜನರಲ್ ಪ್ರೊ. ರವಿವರ್ಮ ಕುಮಾರ್ ಹಾಗೂ ಹಿಂದುಳಿದ ವರ್ಗಗಳ ಕುರಿತ ಪುಸ್ತಕದ ಲೇಖಕರಾದ ಕೆ.ಆರ್. ಶಿವರಾಮ್ ವಿಚಾರ ಮಂಡಿಸುವರು. [828, 636, 942, 733]
text-devaraj-col5: ಯೂನಿವರ್ಸಿಟಿಯ ಪ್ರಾಧ್ಯಾಪಕ ಡಾ. ಆರ್.ಎ. ಚಂದ್ರಶೇಖರ್ ಉಪನ್ಯಾಸ ನೀಡಲಿದ್ದಾರೆ. ಕಾರ್ಯಕ್ರಮದಲ್ಲಿ ಡಿ. ದೇವರಾಜ ಅರಸು ಅವರ ಜೀವನ ಚರಿತ್ರೆ ಕುರಿತ ಪುಸ್ತಕ ಬಿಡುಗಡೆಗೊಳ್ಳಲಿದೆ. ಪತ್ರಿಕಾಗೋಷ್ಠಿಯಲ್ಲಿ ಎಸ್‌ಸಿ-ಎಸ್‌ಟಿ ನೌಕರರ ಸಂಘದ ಅಧ್ಯಕ್ಷ ಎಲ್. ಸಿದ್ದರಾಮಯ್ಯ, ಜಿಲ್ಲಾ ವಿಜಯಕುಮಾರ್, ನಾಗರಾಜ್, ಡಿ.ಟಿ. ವೆಂಕಟೇಶ್, ನಾಗರತ್ನಮ್ಮ ಹಾಗೂ ಸಮಿತಿ ಸದಸ್ಯರು ಉಪಸ್ಥಿತರಿದ್ದರು. [950, 504, 1078, 630]
text-devaraj-col3: ವಿ. ರಾಜು ಅಧ್ಯಕ್ಷತೆ ವಹಿಸಲಿದ್ದು, ಹಿರಿಯ ಸಾಹಿತಿ ಎಸ್. ವಿಶೇಷ ಅಧ್ಯಾಪಕರು ಪುಸ್ತಕ ಬಿಡುಗಡೆ ಮಾಡಲಿದ್ದಾರೆ. ಹಿಂದುಳಿದ ಜನಜಾಗೃತಿ ವೇದಿಕೆಯ ಗೌರವಾಧ್ಯಕ್ಷ ಎಸ್. ರಾಜಪ್ಪ ಪ್ರಾಸ್ತಾವಿಕ ನುಡಿ ಆಡಲಿದ್ದಾರೆ. ರವಿಕುಮಾರ್ ಕುಮಾರ್ ಹಾಗೂ ಹಿಂದುಳಿದ ವರ್ಗಗಳ ಸಂಸ್ಥೆಯ ಪ್ರತಿನಿಧಿಗಳು, ಚಿಂತಕರು ಹಾಗೂ ನ್ಯಾಯವಾದಿಗಳು ಭಾಗವಹಿಸಲಿದ್ದಾರೆ. [702, 636, 820, 762]
text-hindu-col5: ನಿರ್ಧರಿಸಲಾಯಿತು. ಉತ್ಸವದ ಸಿದ್ಧತೆ, ಸಂಘಟನೆಯ ಚಟುವಟಿಕೆಗಳ ವಿಸ್ತರಣೆ ಹಾಗೂ ವಿವಿಧ ಕಾರ್ಯಕ್ರಮಗಳನ್ನು ವ್ಯವಸ್ಥಿತವಾಗಿ ನಡೆಸುವ ಕುರಿತು ಪದಾಧಿಕಾರಿಗಳು ಸಮಾಲೋಚನೆ ನಡೆಸಿದರು. ಸಂಘಟನೆಯ ಆಶಯಗಳನ್ನು ಹಾಗೂ ಚಟುವಟಿಕೆಗಳನ್ನು ಮತ್ತಷ್ಟು ಪರಿಣಾಮಕಾರಿಯಾಗಿ ಜನರಿಗೆ ತಲುಪಿಸುವ ನಿಟ್ಟಿನಲ್ಲಿ ಮುಂದಿನ ದಿನಗಳಲ್ಲಿ ಹಲವು ಕಾರ್ಯಕ್ರಮಗಳನ್ನು ಹಮ್ಮಿಕೊಳ್ಳುವ ಬಗ್ಗೆಯೂ ಸಭೆಯಲ್ಲಿ ಚರ್ಚೆ ನಡೆಯಿತು. [548, 132, 628, 373]
text-tirumala-col3: ಗ್ರಾಗ್ರಾಮಸ್ಥರು ಉಪಸ್ಥಿತರಿದ್ದರು. ತರಬೇತಿ ಪಡೆದ ಮಕ್ಕಳಿಗೆ 8 ಮಂದಿಯನ್ನು ಪರೀಕ್ಷೆಗೆ ಕರೆದೊಯ್ದು ಕರಾಟೆ ಬೆಲ್ಟ್ ಗ್ರೇಡಿಂಗ್ ಮಾಡಲಾಯಿತು. ಸ್ಪರ್ಧೆಯಲ್ಲಿ ವಿಜೇತರಾದ ಮಕ್ಕಳಿಗೆ ಪದಕ ಹಾಗೂ ಪ್ರಮಾಣಪತ್ರ ವಿತರಿಸಲಾಯಿತು. ಮಕ್ಕಳು ತಮ್ಮ ಕೌಶಲ್ಯ ಪ್ರದರ್ಶಿಸಿ ಪೋಷಕರ ಗಮನ ಸೆಳೆದರು. [700, 1560, 818, 1657]
text-tirumala-col2: ಪ್ರೇಮ ಮತ್ತು ಮನೋಸ್ಥೈರ್ಯ ಅರಿವು ಮೂಡಿಸಲಾಯಿತು. ಕಾರ್ಯಕ್ರಮದಲ್ಲಿ ಮುಖ್ಯ ಶಿಕ್ಷಕರು ಹಾಗೂ ಶಿಕ್ಷಕರು, ಫೌಂಡೇಶನ್‌ನ ಅಧ್ಯಕ್ಷ ಡಿ. ಪ್ರಕಾಶ್ ರಾವ್ ಅವರು ಮಾತನಾಡಿ, ಕರಾಟೆ ಕಲಿಕೆಯಿಂದ ಮಕ್ಕಳಲ್ಲಿ ಏಕಾಗ್ರತೆ ಹೆಚ್ಚುತ್ತದೆ ಎಂದರು. ಶ್ರೀ ತಿರುಮಲ ಫೌಂಡೇಶನ್ ವತಿಯಿಂದ ಸಸಿಗಳನ್ನು ನೆಟ್ಟು ಪರಿಸರ ಜಾಗೃತಿ ಮೂಡಿಸಲಾಯಿತು. ನಾಗರಾಜ್ ಹಾಗೂ ಎಚ್.ಆರ್. ಮುಖ್ಯ ಉಪಾಧ್ಯಕ್ಷರು ಸೇರಿದಂತೆ ಮತ್ತಿತರರು ಉಪಸ್ಥಿತರಿದ್ದರು. [574, 1560, 692, 1715]
